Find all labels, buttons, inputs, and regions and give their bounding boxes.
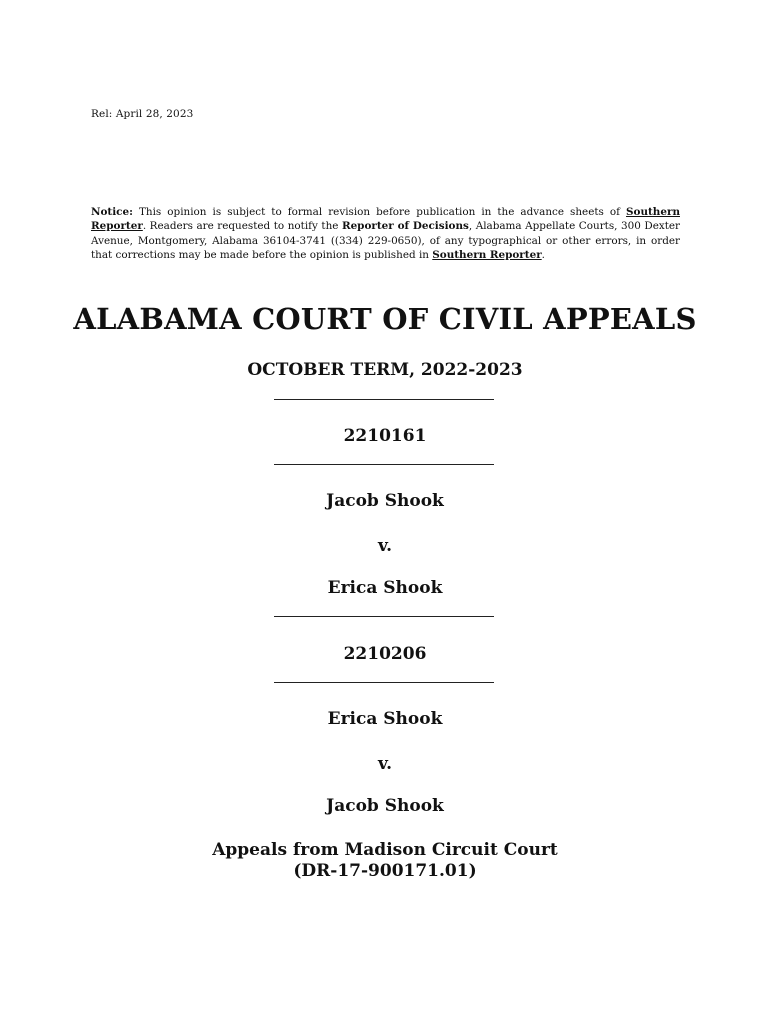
divider-rule [274, 399, 494, 400]
case-1-versus: v. [377, 536, 393, 556]
release-date: Rel: April 28, 2023 [91, 108, 194, 120]
southern-reporter-ref-1: Southern Reporter [91, 206, 680, 233]
notice-text-3: , Alabama Appellate Courts, 300 Dexter Avenue, Montgomery, Alabama 36104-3741 ((334) 229-0650), of any typographical or other errors, in order that corrections may be made before the opinion is published in [91, 220, 680, 262]
reporter-of-decisions: Reporter of Decisions [341, 220, 469, 233]
appeal-source: Appeals from Madison Circuit Court [212, 840, 558, 860]
case-1-appellant: Jacob Shook [326, 491, 444, 511]
court-title: ALABAMA COURT OF CIVIL APPEALS [73, 302, 697, 336]
case-number-2: 2210206 [343, 644, 427, 664]
notice-text-4: . [541, 249, 545, 262]
case-number-1: 2210161 [343, 426, 427, 446]
divider-rule [274, 682, 494, 683]
notice-label: Notice: [91, 206, 133, 218]
divider-rule [274, 616, 494, 617]
case-2-versus: v. [377, 754, 393, 774]
southern-reporter-ref-2: Southern Reporter [432, 249, 542, 262]
notice-text-1: This opinion is subject to formal revision before publication in the advance sheets of [132, 206, 627, 218]
term-heading: OCTOBER TERM, 2022-2023 [247, 360, 523, 380]
case-2-appellant: Erica Shook [327, 709, 443, 729]
case-1-appellee: Erica Shook [327, 578, 443, 598]
case-2-appellee: Jacob Shook [326, 796, 444, 816]
divider-rule [274, 464, 494, 465]
publication-notice [91, 205, 680, 263]
notice-text-2: . Readers are requested to notify the [142, 220, 342, 233]
docket-number: (DR-17-900171.01) [293, 861, 477, 881]
